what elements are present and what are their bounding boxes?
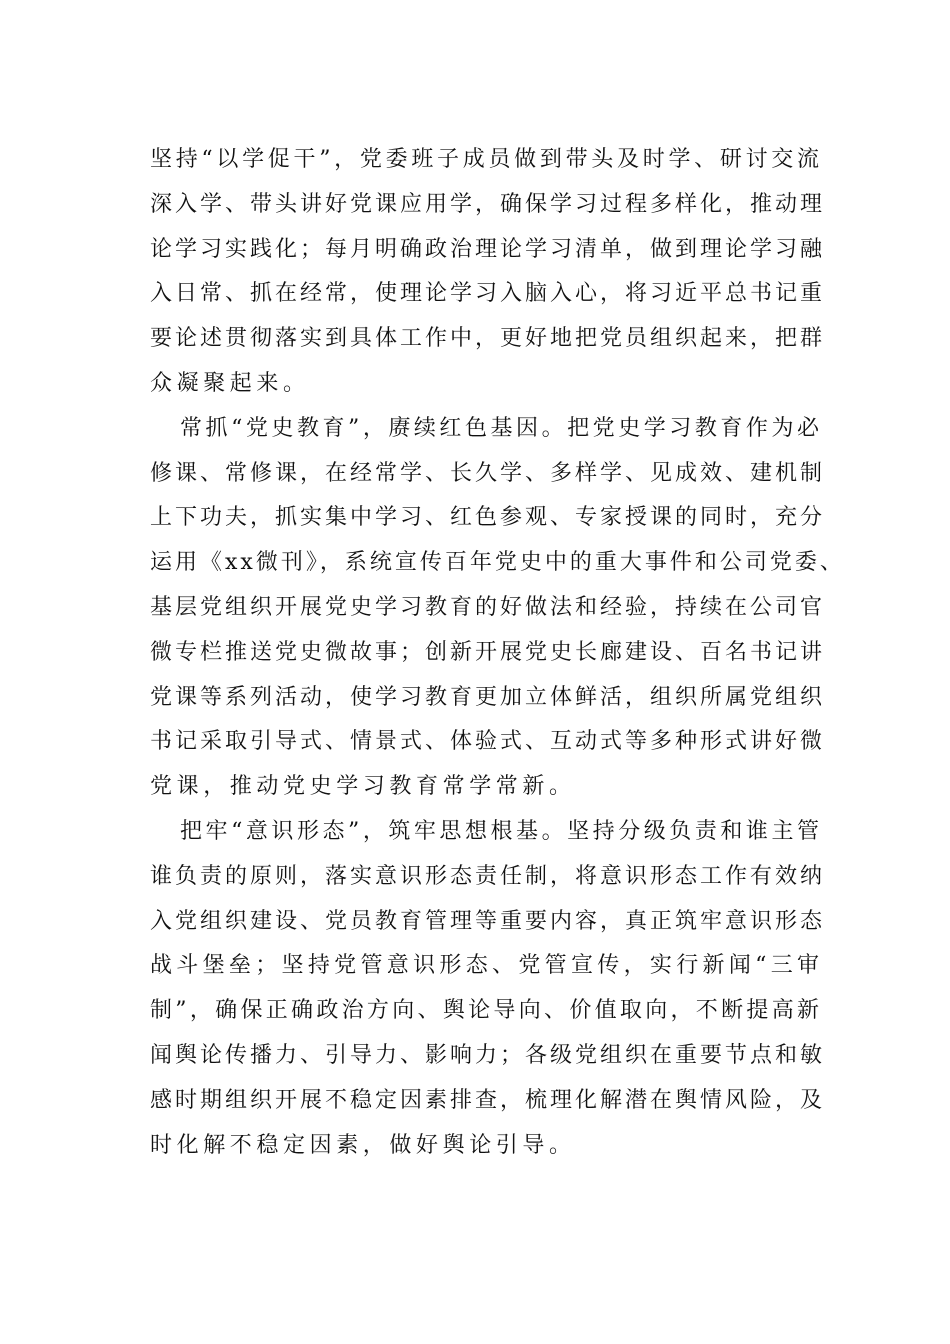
text-line: 时化解不稳定因素，做好舆论引导。 <box>150 1132 576 1158</box>
text-line: 闻舆论传播力、引导力、影响力；各级党组织在重要节点和敏 <box>150 1042 826 1068</box>
paragraph-ideology <box>150 810 826 1168</box>
text-line: 制”，确保正确政治方向、舆论导向、价值取向，不断提高新 <box>150 998 822 1024</box>
text-line: 修课、常修课，在经常学、长久学、多样学、见成效、建机制 <box>150 460 826 486</box>
text-line: 党课等系列活动，使学习教育更加立体鲜活，组织所属党组织 <box>150 684 826 710</box>
paragraph-study <box>150 138 826 407</box>
text-line: 入党组织建设、党员教育管理等重要内容，真正筑牢意识形态 <box>150 908 826 934</box>
text-line: 坚持“以学促干”，党委班子成员做到带头及时学、研讨交流 <box>150 147 822 172</box>
text-line: 上下功夫，抓实集中学习、红色参观、专家授课的同时，充分 <box>150 505 826 531</box>
text-line: 党课，推动党史学习教育常学常新。 <box>150 774 576 800</box>
text-line: 微专栏推送党史微故事；创新开展党史长廊建设、百名书记讲 <box>150 639 826 665</box>
text-line: 基层党组织开展党史学习教育的好做法和经验，持续在公司官 <box>150 594 826 620</box>
text-line: 感时期组织开展不稳定因素排查，梳理化解潜在舆情风险，及 <box>150 1087 826 1113</box>
text-line: 把牢“意识形态”，筑牢思想根基。坚持分级负责和谁主管 <box>180 818 822 844</box>
text-line: 入日常、抓在经常，使理论学习入脑入心，将习近平总书记重 <box>150 281 826 307</box>
paragraph-party-history <box>150 407 845 810</box>
text-line: 要论述贯彻落实到具体工作中，更好地把党员组织起来，把群 <box>150 326 826 352</box>
text-line: 众凝聚起来。 <box>150 370 310 396</box>
text-line: 运用《xx微刊》，系统宣传百年党史中的重大事件和公司党委、 <box>150 550 845 576</box>
document-body <box>150 138 845 1168</box>
text-line: 书记采取引导式、情景式、体验式、互动式等多种形式讲好微 <box>150 729 826 755</box>
text-line: 战斗堡垒；坚持党管意识形态、党管宣传，实行新闻“三审 <box>150 953 822 979</box>
text-line: 论学习实践化；每月明确政治理论学习清单，做到理论学习融 <box>150 236 826 262</box>
text-line: 谁负责的原则，落实意识形态责任制，将意识形态工作有效纳 <box>150 863 826 889</box>
text-line: 深入学、带头讲好党课应用学，确保学习过程多样化，推动理 <box>150 191 826 217</box>
text-line: 常抓“党史教育”，赓续红色基因。把党史学习教育作为必 <box>180 415 822 441</box>
